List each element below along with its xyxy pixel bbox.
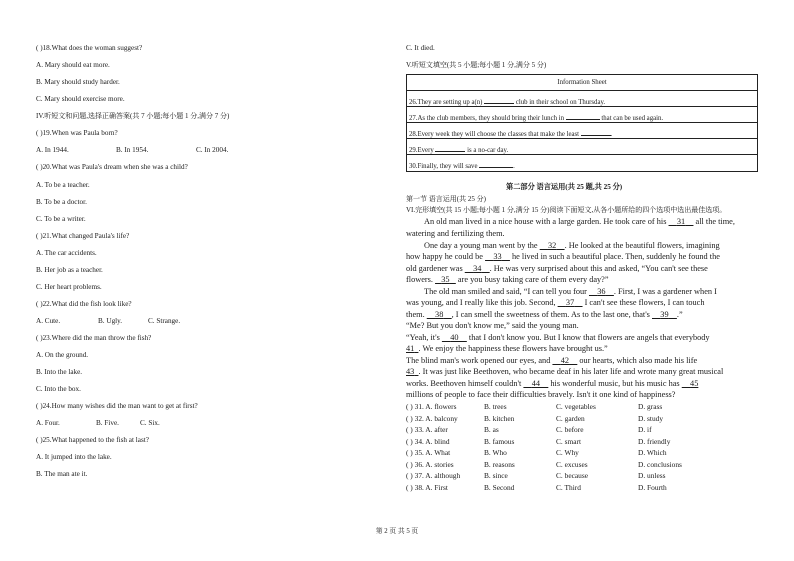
passage-line: flowers. 35 are you busy taking care of them every day?” <box>406 275 609 284</box>
option-24-c: C. Six. <box>140 419 160 427</box>
option-row-label: ( ) 33. A. after <box>406 425 448 434</box>
info-item-28: 28.Every week they will choose the classes that make the least . <box>409 128 612 139</box>
passage-line: The blind man's work opened our eyes, and 42 our hearts, which also made his life <box>406 356 698 365</box>
option-22-a: A. Cute. <box>36 317 61 325</box>
option-24-a: A. Four. <box>36 419 60 427</box>
answer-blank-29[interactable] <box>435 144 465 152</box>
cloze-blank-44[interactable]: 44 <box>531 379 540 388</box>
option-choice: C. before <box>556 425 584 434</box>
section-6-heading: VI.完形填空(共 15 小题;每小题 1 分,满分 15 分)阅读下面短文,从各小题所给的四个选项中选出最佳选项。 <box>406 206 727 214</box>
cloze-blank-32[interactable]: 32 <box>547 241 557 250</box>
info-item-27: 27.As the club members, they should bring their lunch in that can be used again. <box>409 112 663 123</box>
info-divider <box>407 90 757 91</box>
option-18-c: C. Mary should exercise more. <box>36 95 125 103</box>
part-2-section-1-heading: 第一节 语言运用(共 25 分) <box>406 195 486 203</box>
info-item-26: 26.They are setting up a(n) club in their school on Thursday. <box>409 96 605 107</box>
option-23-a: A. On the ground. <box>36 351 89 359</box>
option-row-label: ( ) 34. A. blind <box>406 436 450 446</box>
question-22: ( )22.What did the fish look like? <box>36 300 132 308</box>
option-choice: D. if <box>638 425 652 434</box>
option-choice: B. famous <box>484 436 515 446</box>
cloze-blank-45[interactable]: 45 <box>690 379 699 388</box>
passage-line: works. Beethoven himself couldn't 44 his wonderful music, but his music has 45 <box>406 379 699 388</box>
answer-blank-28[interactable] <box>581 128 611 136</box>
option-21-c: C. Her heart problems. <box>36 283 102 291</box>
section-5-heading: V.听短文填空(共 5 小题;每小题 1 分,满分 5 分) <box>406 61 547 69</box>
option-choice: C. because <box>556 471 589 480</box>
option-20-b: B. To be a doctor. <box>36 198 87 206</box>
option-18-a: A. Mary should eat more. <box>36 61 110 69</box>
cloze-blank-40[interactable]: 40 <box>450 333 459 342</box>
option-22-b: B. Ugly. <box>98 317 123 325</box>
passage-line: them. 38 , I can smell the sweetness of them. As to the last one, that's 39 .” <box>406 310 683 319</box>
passage-line: One day a young man went by the 32 . He looked at the beautiful flowers, imagining <box>424 241 720 250</box>
cloze-blank-33[interactable]: 33 <box>493 252 502 261</box>
passage-line: old gardener was 34 . He was very surprised about this and asked, “You can't see these <box>406 264 708 273</box>
option-24-b: B. Five. <box>96 419 119 427</box>
cloze-blank-36[interactable]: 36 <box>597 287 606 296</box>
option-20-a: A. To be a teacher. <box>36 181 90 189</box>
passage-line: “Me? But you don't know me,” said the young man. <box>406 321 579 330</box>
option-choice: D. friendly <box>638 436 671 446</box>
option-row-label: ( ) 31. A. flowers <box>406 402 457 411</box>
question-25: ( )25.What happened to the fish at last? <box>36 436 149 444</box>
option-choice: B. kitchen <box>484 413 515 423</box>
question-23: ( )23.Where did the man throw the fish? <box>36 334 152 342</box>
cloze-blank-31[interactable]: 31 <box>676 217 686 226</box>
option-21-b: B. Her job as a teacher. <box>36 266 103 274</box>
info-divider <box>407 138 757 139</box>
answer-blank-30[interactable] <box>479 160 513 168</box>
option-row-label: ( ) 38. A. First <box>406 482 448 492</box>
option-25-c: C. It died. <box>406 44 435 52</box>
question-18: ( )18.What does the woman suggest? <box>36 44 143 52</box>
option-row-label: ( ) 35. A. What <box>406 448 451 457</box>
cloze-blank-37[interactable]: 37 <box>565 298 575 307</box>
passage-line: was young, and I really like this job. Second, 37 I can't see these flowers, I can touch <box>406 298 705 307</box>
option-choice: D. Which <box>638 448 667 457</box>
cloze-blank-34[interactable]: 34 <box>473 264 482 273</box>
option-choice: B. Second <box>484 482 515 492</box>
option-choice: D. unless <box>638 471 666 480</box>
option-choice: D. Fourth <box>638 482 667 492</box>
option-23-b: B. Into the lake. <box>36 368 83 376</box>
part-2-heading: 第二部分 语言运用(共 25 题,共 25 分) <box>506 183 623 191</box>
section-4-heading: IV.听短文和问题,选择正确答案(共 7 小题;每小题 1 分,满分 7 分) <box>36 112 230 120</box>
info-divider <box>407 122 757 123</box>
info-item-30: 30.Finally, they will save . <box>409 160 515 171</box>
option-choice: C. smart <box>556 436 582 446</box>
option-19-c: C. In 2004. <box>196 146 229 154</box>
question-24: ( )24.How many wishes did the man want to get at first? <box>36 402 198 410</box>
passage-line: millions of people to face their difficulties bravely. Isn't it one kind of happiness? <box>406 390 676 399</box>
passage-line: 41 . We enjoy the happiness these flowers have brought us.” <box>406 344 608 353</box>
answer-blank-26[interactable] <box>484 96 514 104</box>
information-sheet-title: Information Sheet <box>557 79 607 86</box>
option-choice: D. study <box>638 413 664 423</box>
question-20: ( )20.What was Paula's dream when she was a child? <box>36 163 188 171</box>
info-divider <box>407 154 757 155</box>
cloze-blank-42[interactable]: 42 <box>560 356 570 365</box>
answer-blank-27[interactable] <box>566 112 600 120</box>
passage-line: The old man smiled and said, “I can tell you four 36 . First, I was a gardener when I <box>424 287 717 296</box>
option-choice: B. Who <box>484 448 507 457</box>
option-row-label: ( ) 37. A. although <box>406 471 461 480</box>
option-choice: C. vegetables <box>556 402 596 411</box>
cloze-blank-38[interactable]: 38 <box>435 310 444 319</box>
option-19-b: B. In 1954. <box>116 146 149 154</box>
option-choice: D. grass <box>638 402 663 411</box>
option-choice: B. trees <box>484 402 507 411</box>
passage-line: “Yeah, it's 40 that I don't know you. But I know that flowers are angels that everybody <box>406 333 710 342</box>
option-choice: B. as <box>484 425 499 434</box>
option-choice: B. reasons <box>484 459 515 469</box>
cloze-blank-39[interactable]: 39 <box>660 310 669 319</box>
option-21-a: A. The car accidents. <box>36 249 97 257</box>
passage-line: An old man lived in a nice house with a large garden. He took care of his 31 all the time, <box>424 217 735 226</box>
information-sheet <box>406 74 758 172</box>
option-18-b: B. Mary should study harder. <box>36 78 120 86</box>
option-choice: C. Why <box>556 448 579 457</box>
option-choice: B. since <box>484 471 508 480</box>
cloze-blank-43[interactable]: 43 <box>406 367 415 376</box>
passage-line: how happy he could be 33 he lived in such a beautiful place. Then, suddenly he found the <box>406 252 720 261</box>
option-choice: C. Third <box>556 482 581 492</box>
passage-line: 43 . It was just like Beethoven, who became deaf in his later life and wrote many great musical <box>406 367 724 376</box>
option-22-c: C. Strange. <box>148 317 181 325</box>
option-row-label: ( ) 36. A. stories <box>406 459 454 469</box>
cloze-blank-41[interactable]: 41 <box>406 344 415 353</box>
option-choice: C. garden <box>556 413 585 423</box>
info-item-29: 29.Every is a no-car day. <box>409 144 508 155</box>
option-23-c: C. Into the box. <box>36 385 81 393</box>
page-footer: 第 2 页 共 5 页 <box>375 528 419 535</box>
option-row-label: ( ) 32. A. balcony <box>406 413 458 423</box>
option-19-a: A. In 1944. <box>36 146 69 154</box>
option-20-c: C. To be a writer. <box>36 215 86 223</box>
question-21: ( )21.What changed Paula's life? <box>36 232 130 240</box>
option-25-a: A. It jumped into the lake. <box>36 453 112 461</box>
cloze-blank-35[interactable]: 35 <box>441 275 450 284</box>
info-divider <box>407 106 757 107</box>
option-25-b: B. The man ate it. <box>36 470 88 478</box>
passage-line: watering and fertilizing them. <box>406 229 505 238</box>
question-19: ( )19.When was Paula born? <box>36 129 118 137</box>
option-choice: C. excuses <box>556 459 588 469</box>
option-choice: D. conclusions <box>638 459 682 469</box>
